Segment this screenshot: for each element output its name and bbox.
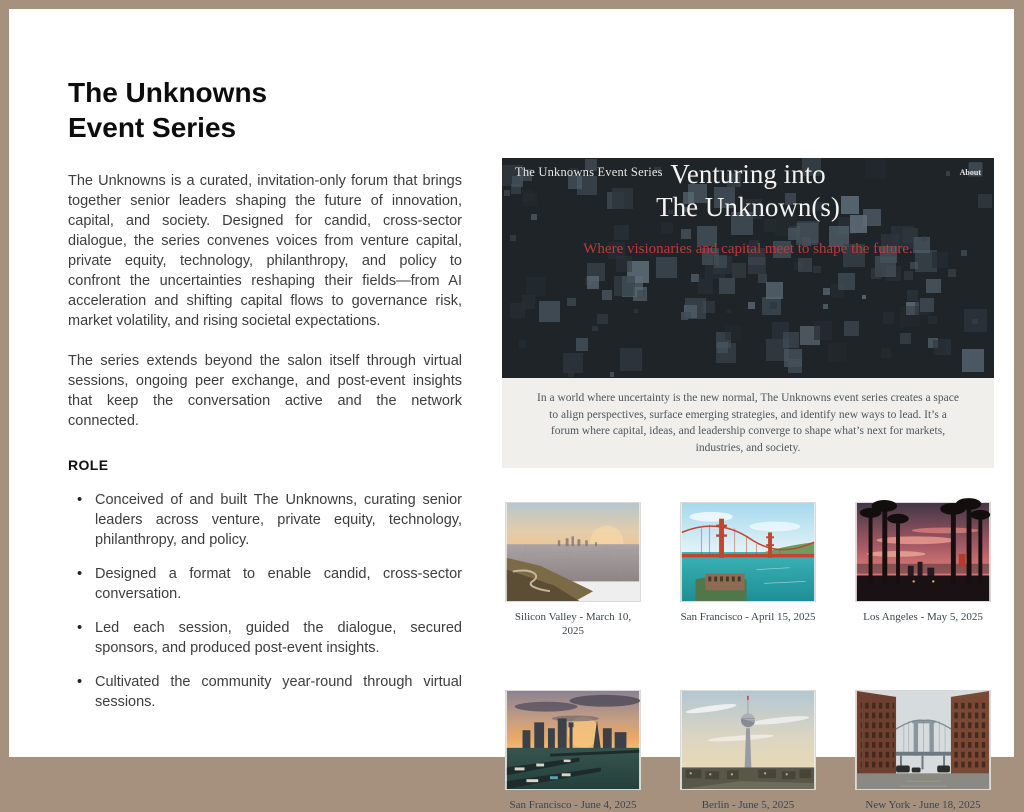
event-caption: Berlin - June 5, 2025 <box>701 799 795 811</box>
intro-paragraph-1: The Unknowns is a curated, invitation-only forum that brings together senior leaders shaping the future of innovation, capital, and society. Designed for candid, cross-sector dialogue, the series convenes voices from venture capital, private equity, technology, philanthropy, and policy to confront the uncertainties reshaping their fields—from AI acceleration and shifting capital flows to governance risk, market volatility, and rising societal expectations. <box>68 173 462 329</box>
about-link[interactable]: About <box>959 168 981 177</box>
role-bullet-text: Led each session, guided the dialogue, secured sponsors, and produced post-event insights. <box>95 620 462 656</box>
event-caption: New York - June 18, 2025 <box>865 799 981 811</box>
role-bullet-item <box>68 672 462 712</box>
site-intro-text: In a world where uncertainty is the new normal, The Unknowns event series creates a space to align perspectives, surface emerging strategies, and identify new ways to lead. It’s a forum where capital, ideas, and leadership converge to shape what’s next for markets, industries, and society. <box>537 392 959 454</box>
event-grid <box>502 502 994 812</box>
golden-gate-bridge-image <box>680 502 816 602</box>
event-card-silicon-valley[interactable] <box>505 502 641 638</box>
site-brand: The Unknowns Event Series <box>515 165 663 179</box>
hero-subtitle: Where visionaries and capital meet to shape the future. <box>583 241 913 257</box>
palm-trees-sunset-image <box>855 502 991 602</box>
role-bullet-list <box>68 490 462 712</box>
event-caption: San Francisco - June 4, 2025 <box>509 799 637 811</box>
site-navbar <box>502 158 994 180</box>
berlin-tv-tower-image <box>680 690 816 790</box>
event-card-san-francisco-april[interactable] <box>680 502 816 638</box>
page-title <box>68 75 462 145</box>
event-card-berlin[interactable] <box>680 690 816 812</box>
role-bullet-item <box>68 564 462 604</box>
role-bullet-text: Conceived of and built The Unknowns, curating senior leaders across venture, private equity, technology, philanthropy, and policy. <box>95 492 462 548</box>
bullet-icon: • <box>77 566 83 582</box>
manhattan-bridge-dumbo-image <box>855 690 991 790</box>
hero-title-line1: Venturing into <box>670 159 826 189</box>
event-caption: San Francisco - April 15, 2025 <box>680 611 816 623</box>
role-bullet-text: Cultivated the community year-round through virtual sessions. <box>95 674 462 710</box>
event-card-los-angeles[interactable] <box>855 502 991 638</box>
role-bullet-item <box>68 618 462 658</box>
website-screenshot <box>502 74 994 811</box>
event-caption: Silicon Valley - March 10, 2025 <box>514 611 632 637</box>
bullet-icon: • <box>77 674 83 690</box>
role-bullet-item <box>68 490 462 550</box>
event-card-new-york[interactable] <box>855 690 991 812</box>
waterfront-piers-sunset-image <box>505 690 641 790</box>
role-bullet-text: Designed a format to enable candid, cross-sector conversation. <box>95 566 462 602</box>
intro-paragraph-2: The series extends beyond the salon itself through virtual sessions, ongoing peer exchange, and post-event insights that keep the conversation active and the network connected. <box>68 353 462 429</box>
site-intro-section <box>502 378 994 468</box>
page-title-line2: Event Series <box>68 112 237 143</box>
event-card-san-francisco-june[interactable] <box>505 690 641 812</box>
page-title-line1: The Unknowns <box>68 77 268 108</box>
case-study-text-column <box>68 75 462 726</box>
event-caption: Los Angeles - May 5, 2025 <box>863 611 983 623</box>
bullet-icon: • <box>77 492 83 508</box>
bullet-icon: • <box>77 620 83 636</box>
silicon-valley-aerial-image <box>505 502 641 602</box>
role-heading: ROLE <box>68 457 109 473</box>
portfolio-page <box>9 9 1014 811</box>
site-hero <box>502 158 994 378</box>
hero-title-line2: The Unknown(s) <box>656 192 840 222</box>
